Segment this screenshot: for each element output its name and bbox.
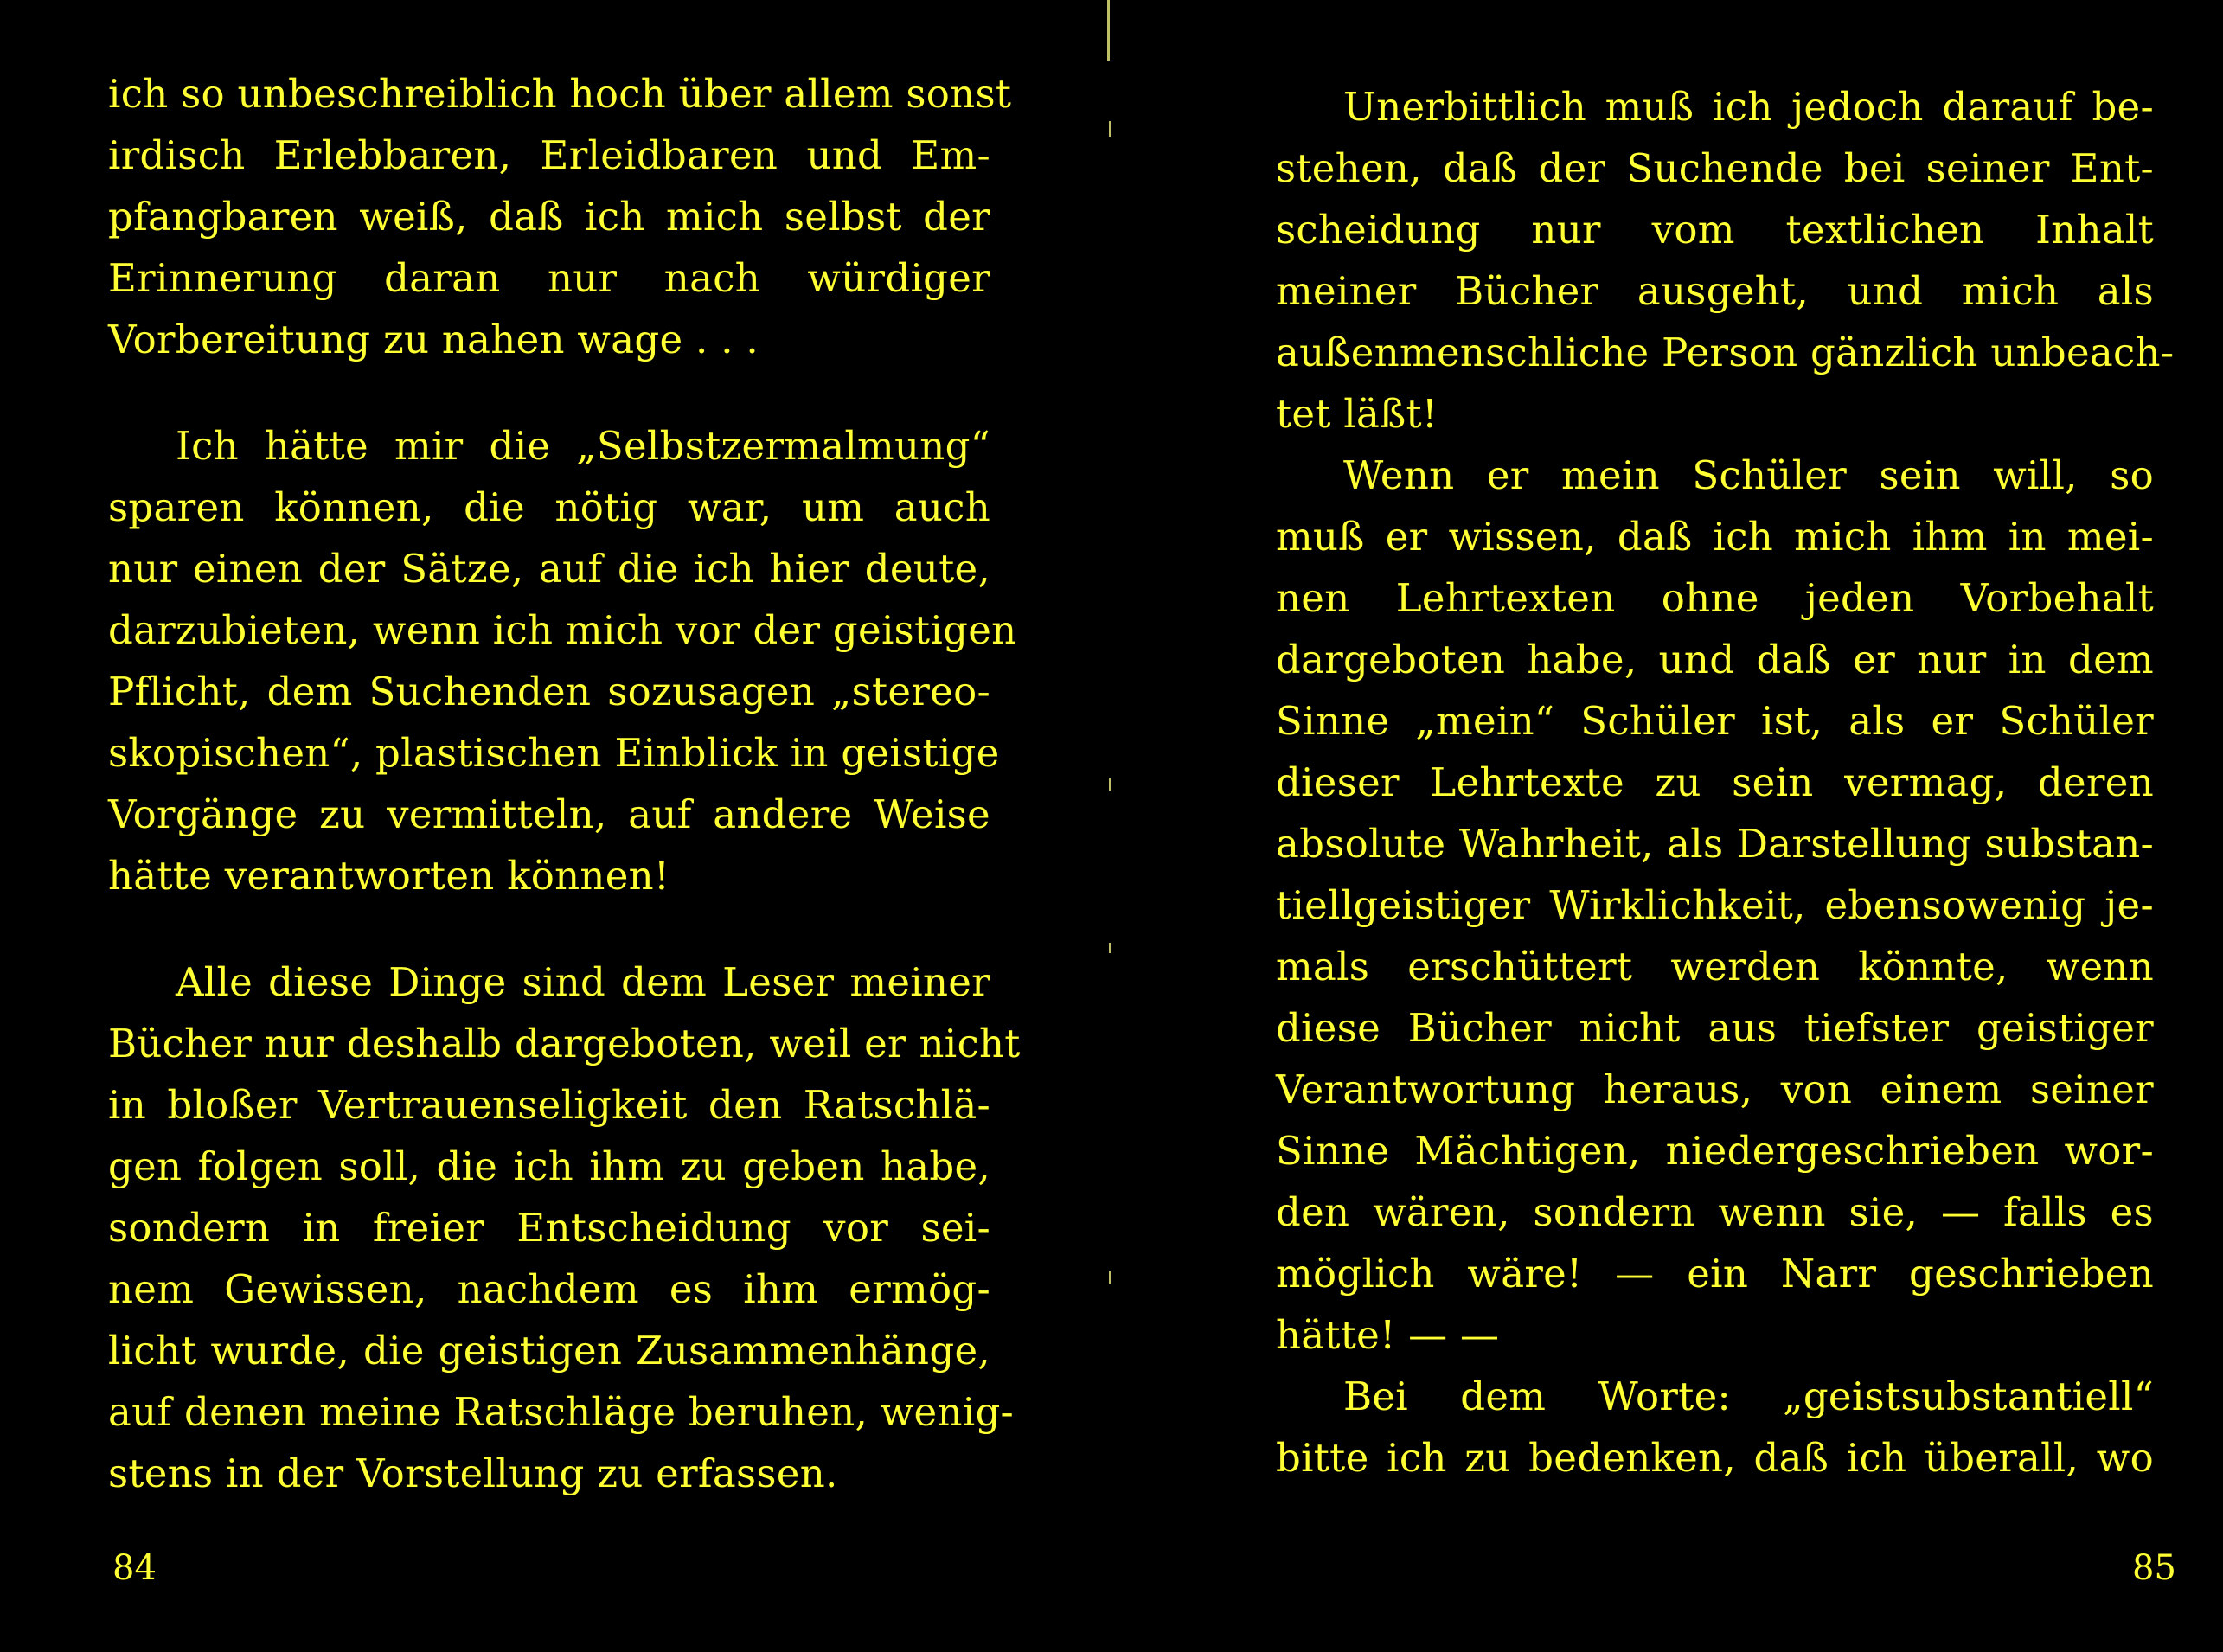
text-line: bitte ich zu bedenken, daß ich überall, wo bbox=[1276, 1435, 2154, 1481]
text-line: sondern in freier Entscheidung vor sei- bbox=[108, 1205, 990, 1251]
text-line: Vorbereitung zu nahen wage . . . bbox=[108, 317, 759, 362]
text-line: möglich wäre! — ein Narr geschrieben bbox=[1276, 1251, 2154, 1297]
text-line: skopischen“, plastischen Einblick in geistige bbox=[108, 730, 1000, 776]
text-line: hätte! — — bbox=[1276, 1312, 1500, 1358]
text-line: stens in der Vorstellung zu erfassen. bbox=[108, 1450, 838, 1496]
text-line: diese Bücher nicht aus tiefster geistiger bbox=[1276, 1005, 2154, 1051]
text-line: in bloßer Vertrauenseligkeit den Ratschlä- bbox=[108, 1082, 990, 1128]
left-page bbox=[0, 0, 1107, 1652]
text-line: Pflicht, dem Suchenden sozusagen „stereo- bbox=[108, 669, 990, 714]
text-line: Verantwortung heraus, von einem seiner bbox=[1276, 1066, 2154, 1112]
text-line: Ich hätte mir die „Selbstzermalmung“ bbox=[176, 423, 990, 469]
text-line: muß er wissen, daß ich mich ihm in mei- bbox=[1276, 514, 2154, 560]
text-line: nen Lehrtexten ohne jeden Vorbehalt bbox=[1276, 575, 2154, 621]
text-line: irdisch Erlebbaren, Erleidbaren und Em- bbox=[108, 132, 990, 178]
text-line: den wären, sondern wenn sie, — falls es bbox=[1276, 1189, 2154, 1235]
text-line: Vorgänge zu vermitteln, auf andere Weise bbox=[108, 791, 990, 837]
text-line: tet läßt! bbox=[1276, 391, 1438, 437]
text-line: mals erschüttert werden könnte, wenn bbox=[1276, 944, 2154, 989]
text-line: Sinne Mächtigen, niedergeschrieben wor- bbox=[1276, 1128, 2154, 1174]
text-line: tiellgeistiger Wirklichkeit, ebensowenig je- bbox=[1276, 882, 2154, 928]
text-line: hätte verantworten können! bbox=[108, 853, 670, 899]
text-line: pfangbaren weiß, daß ich mich selbst der bbox=[108, 194, 990, 240]
text-line: darzubieten, wenn ich mich vor der geistigen bbox=[108, 607, 1017, 653]
text-line: nem Gewissen, nachdem es ihm ermög- bbox=[108, 1266, 990, 1312]
text-line: meiner Bücher ausgeht, und mich als bbox=[1276, 268, 2154, 314]
text-line: Unerbittlich muß ich jedoch darauf be- bbox=[1343, 84, 2154, 130]
text-line: nur einen der Sätze, auf die ich hier deute, bbox=[108, 546, 990, 592]
page-number: 85 bbox=[2132, 1548, 2176, 1588]
text-line: Sinne „mein“ Schüler ist, als er Schüler bbox=[1276, 698, 2154, 744]
text-line: scheidung nur vom textlichen Inhalt bbox=[1276, 207, 2154, 253]
left-page-text bbox=[108, 63, 1021, 1504]
text-line: Wenn er mein Schüler sein will, so bbox=[1343, 452, 2154, 498]
text-line: Bücher nur deshalb dargeboten, weil er nicht bbox=[108, 1021, 1021, 1066]
text-line: ich so unbeschreiblich hoch über allem sonst bbox=[108, 71, 1012, 117]
text-line: Alle diese Dinge sind dem Leser meiner bbox=[176, 959, 990, 1005]
right-page-text bbox=[1276, 76, 2175, 1489]
text-line: dargeboten habe, und daß er nur in dem bbox=[1276, 637, 2154, 682]
text-line: Erinnerung daran nur nach würdiger bbox=[108, 255, 990, 301]
text-line: absolute Wahrheit, als Darstellung substan- bbox=[1276, 821, 2154, 867]
text-line: stehen, daß der Suchende bei seiner Ent- bbox=[1276, 145, 2154, 191]
text-line: auf denen meine Ratschläge beruhen, wenig- bbox=[108, 1389, 1015, 1435]
page-number: 84 bbox=[112, 1548, 157, 1588]
text-line: außenmenschliche Person gänzlich unbeach- bbox=[1276, 330, 2175, 375]
right-page bbox=[1116, 0, 2223, 1652]
text-line: sparen können, die nötig war, um auch bbox=[108, 484, 990, 530]
text-line: dieser Lehrtexte zu sein vermag, deren bbox=[1276, 759, 2154, 805]
text-line: licht wurde, die geistigen Zusammenhänge, bbox=[108, 1328, 990, 1373]
text-line: gen folgen soll, die ich ihm zu geben habe, bbox=[108, 1143, 990, 1189]
text-line: Bei dem Worte: „geistsubstantiell“ bbox=[1343, 1373, 2154, 1419]
